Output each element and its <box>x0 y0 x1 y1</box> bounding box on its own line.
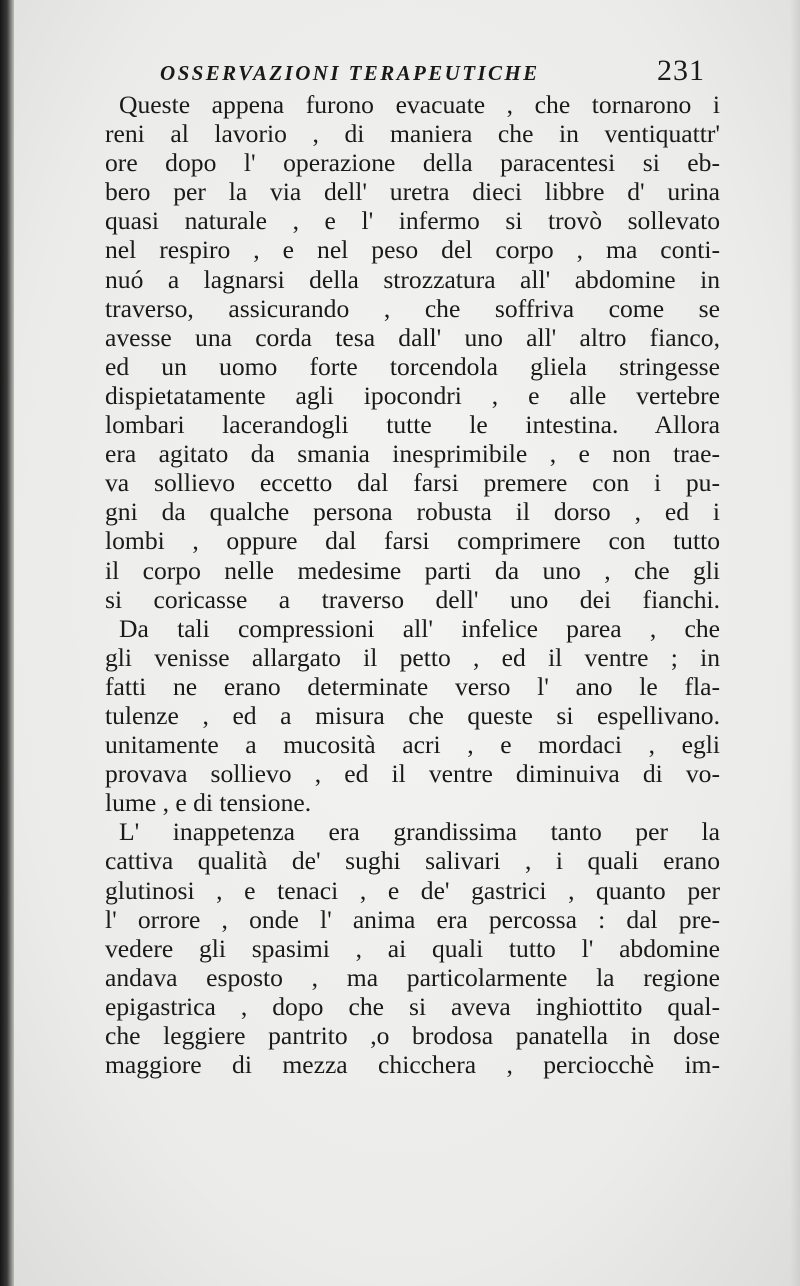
text-line: unitamente a mucosità acri , e mordaci , egli <box>105 730 720 760</box>
text-line: ore dopo l' operazione della paracentesi si eb- <box>105 148 720 178</box>
paragraph-3 <box>105 817 720 1079</box>
text-line: L' inappetenza era grandissima tanto per la <box>119 817 720 847</box>
text-line: si coricasse a traverso dell' uno dei fianchi. <box>105 584 720 614</box>
text-line: provava sollievo , ed il ventre diminuiva di vo- <box>105 759 720 789</box>
text-line: che leggiere pantrito ,o brodosa panatella in dose <box>105 1021 720 1050</box>
page-header <box>160 54 705 94</box>
text-line: era agitato da smania inesprimibile , e non trae- <box>105 439 720 469</box>
text-line: epigastrica , dopo che si aveva inghiottito qual- <box>105 991 720 1021</box>
text-line: ed un uomo forte torcendola gliela stringesse <box>105 351 720 381</box>
text-line: reni al lavorio , di maniera che in ventiquattr' <box>105 119 720 149</box>
body-text <box>105 90 720 1079</box>
text-line: gni da qualche persona robusta il dorso , ed i <box>105 497 720 527</box>
text-line: fatti ne erano determinate verso l' ano le fla- <box>105 671 720 701</box>
page-number: 231 <box>657 54 705 87</box>
text-line: dispietatamente agli ipocondri , e alle vertebre <box>105 380 720 410</box>
text-line: va sollievo eccetto dal farsi premere con i pu- <box>105 468 720 498</box>
page-gutter-shadow <box>0 0 14 1286</box>
paragraph-2 <box>105 614 720 818</box>
text-line: bero per la via dell' uretra dieci libbre d' urina <box>105 177 720 207</box>
text-line: glutinosi , e tenaci , e de' gastrici , quanto per <box>105 875 720 905</box>
page-edge <box>790 0 800 1286</box>
text-line: gli venisse allargato il petto , ed il ventre ; in <box>105 642 720 672</box>
paragraph-1 <box>105 90 720 614</box>
text-line: nel respiro , e nel peso del corpo , ma conti- <box>105 235 720 265</box>
text-line: tulenze , ed a misura che queste si espellivano. <box>105 700 720 730</box>
text-line: quasi naturale , e l' infermo si trovò sollevato <box>105 206 720 236</box>
text-line: andava esposto , ma particolarmente la regione <box>105 962 720 992</box>
text-line: avesse una corda tesa dall' uno all' altro fianco, <box>105 322 720 352</box>
text-line: traverso, assicurando , che soffriva come se <box>105 293 720 323</box>
text-line: l' orrore , onde l' anima era percossa : dal pre- <box>105 904 720 934</box>
text-line: lombari lacerandogli tutte le intestina. Allora <box>105 410 720 440</box>
text-line: lume , e di tensione. <box>105 788 312 818</box>
text-line: lombi , oppure dal farsi comprimere con tutto <box>105 526 720 556</box>
text-line: maggiore di mezza chicchera , perciocchè im- <box>105 1050 720 1080</box>
running-head: OSSERVAZIONI TERAPEUTICHE <box>160 61 540 85</box>
text-line: nuó a lagnarsi della strozzatura all' abdomine in <box>105 264 720 294</box>
text-line: cattiva qualità de' sughi salivari , i quali erano <box>105 846 720 876</box>
text-line: il corpo nelle medesime parti da uno , che gli <box>105 555 720 585</box>
text-line: Queste appena furono evacuate , che tornarono i <box>119 90 720 119</box>
text-line: Da tali compressioni all' infelice parea , che <box>119 613 720 643</box>
text-line: vedere gli spasimi , ai quali tutto l' abdomine <box>105 933 720 963</box>
